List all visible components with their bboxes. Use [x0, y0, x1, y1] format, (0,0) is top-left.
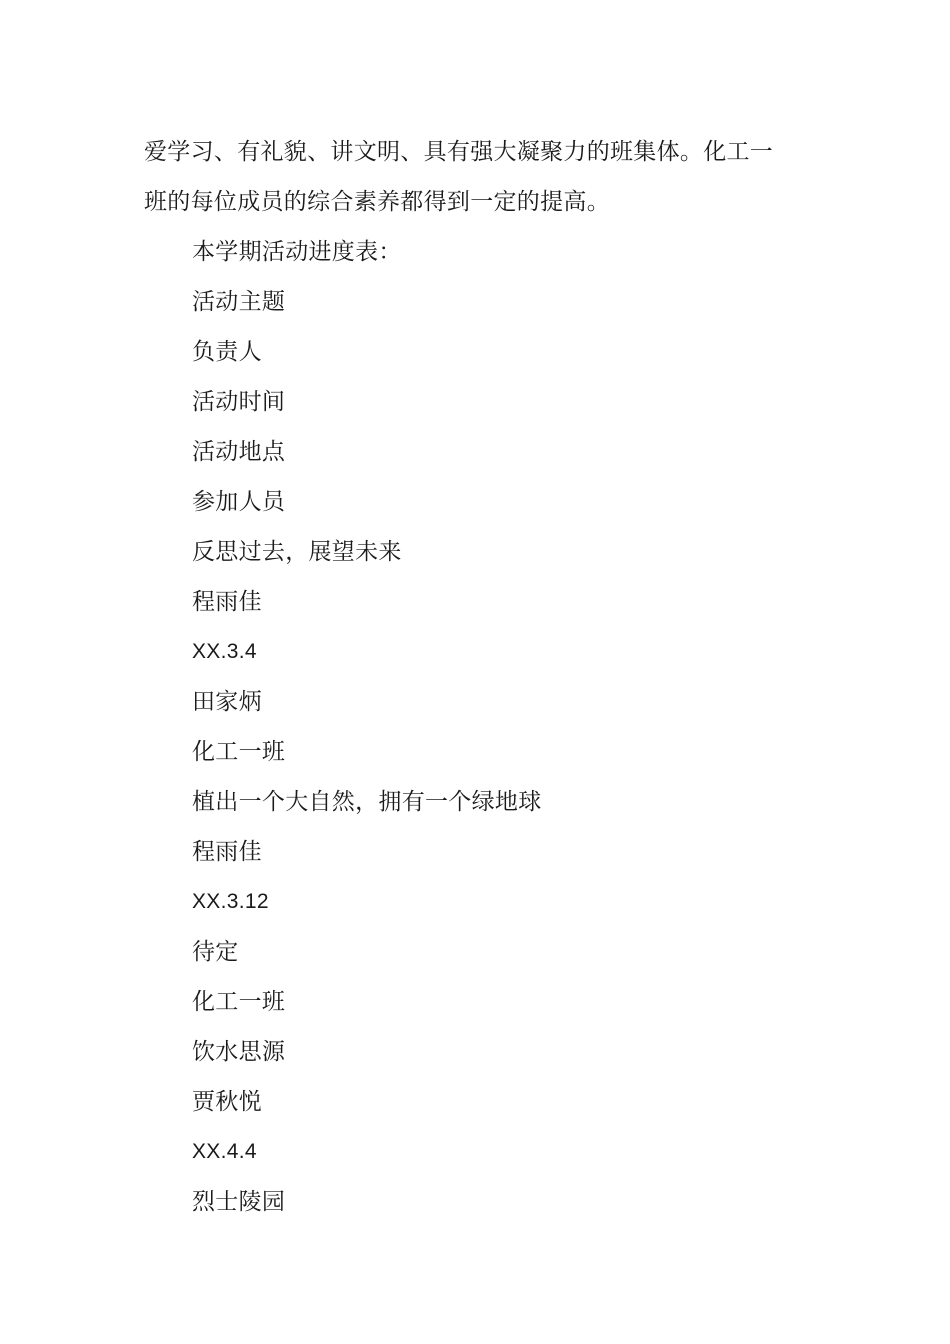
- schedule-item-location-2: 待定: [192, 939, 239, 965]
- schedule-item-activity-theme: 活动主题: [192, 289, 286, 315]
- schedule-item-theme-2: 植出一个大自然，拥有一个绿地球: [192, 789, 542, 815]
- schedule-item-date-3: XX.4.4: [192, 1140, 257, 1163]
- schedule-item-location-1: 田家炳: [192, 689, 262, 715]
- schedule-item-date-2: XX.3.12: [192, 890, 269, 913]
- schedule-item-person-1: 程雨佳: [192, 589, 262, 615]
- schedule-item-theme-1: 反思过去，展望未来: [192, 539, 402, 565]
- intro-line-2: 班的每位成员的综合素养都得到一定的提高。: [144, 189, 610, 215]
- schedule-item-participants-1: 化工一班: [192, 739, 286, 765]
- document-body: [144, 127, 824, 1227]
- schedule-item-location-3: 烈士陵园: [192, 1189, 286, 1215]
- schedule-item-person-in-charge: 负责人: [192, 339, 262, 365]
- schedule-item-activity-location: 活动地点: [192, 439, 286, 465]
- intro-line-1: 爱学习、有礼貌、讲文明、具有强大凝聚力的班集体。化工一: [144, 139, 774, 165]
- schedule-item-theme-3: 饮水思源: [192, 1039, 286, 1065]
- schedule-item-activity-time: 活动时间: [192, 389, 286, 415]
- schedule-item-person-3: 贾秋悦: [192, 1089, 262, 1115]
- schedule-item-date-1: XX.3.4: [192, 640, 257, 663]
- schedule-heading: 本学期活动进度表：: [192, 239, 402, 265]
- schedule-item-participants-2: 化工一班: [192, 989, 286, 1015]
- schedule-item-person-2: 程雨佳: [192, 839, 262, 865]
- schedule-item-participants: 参加人员: [192, 489, 286, 515]
